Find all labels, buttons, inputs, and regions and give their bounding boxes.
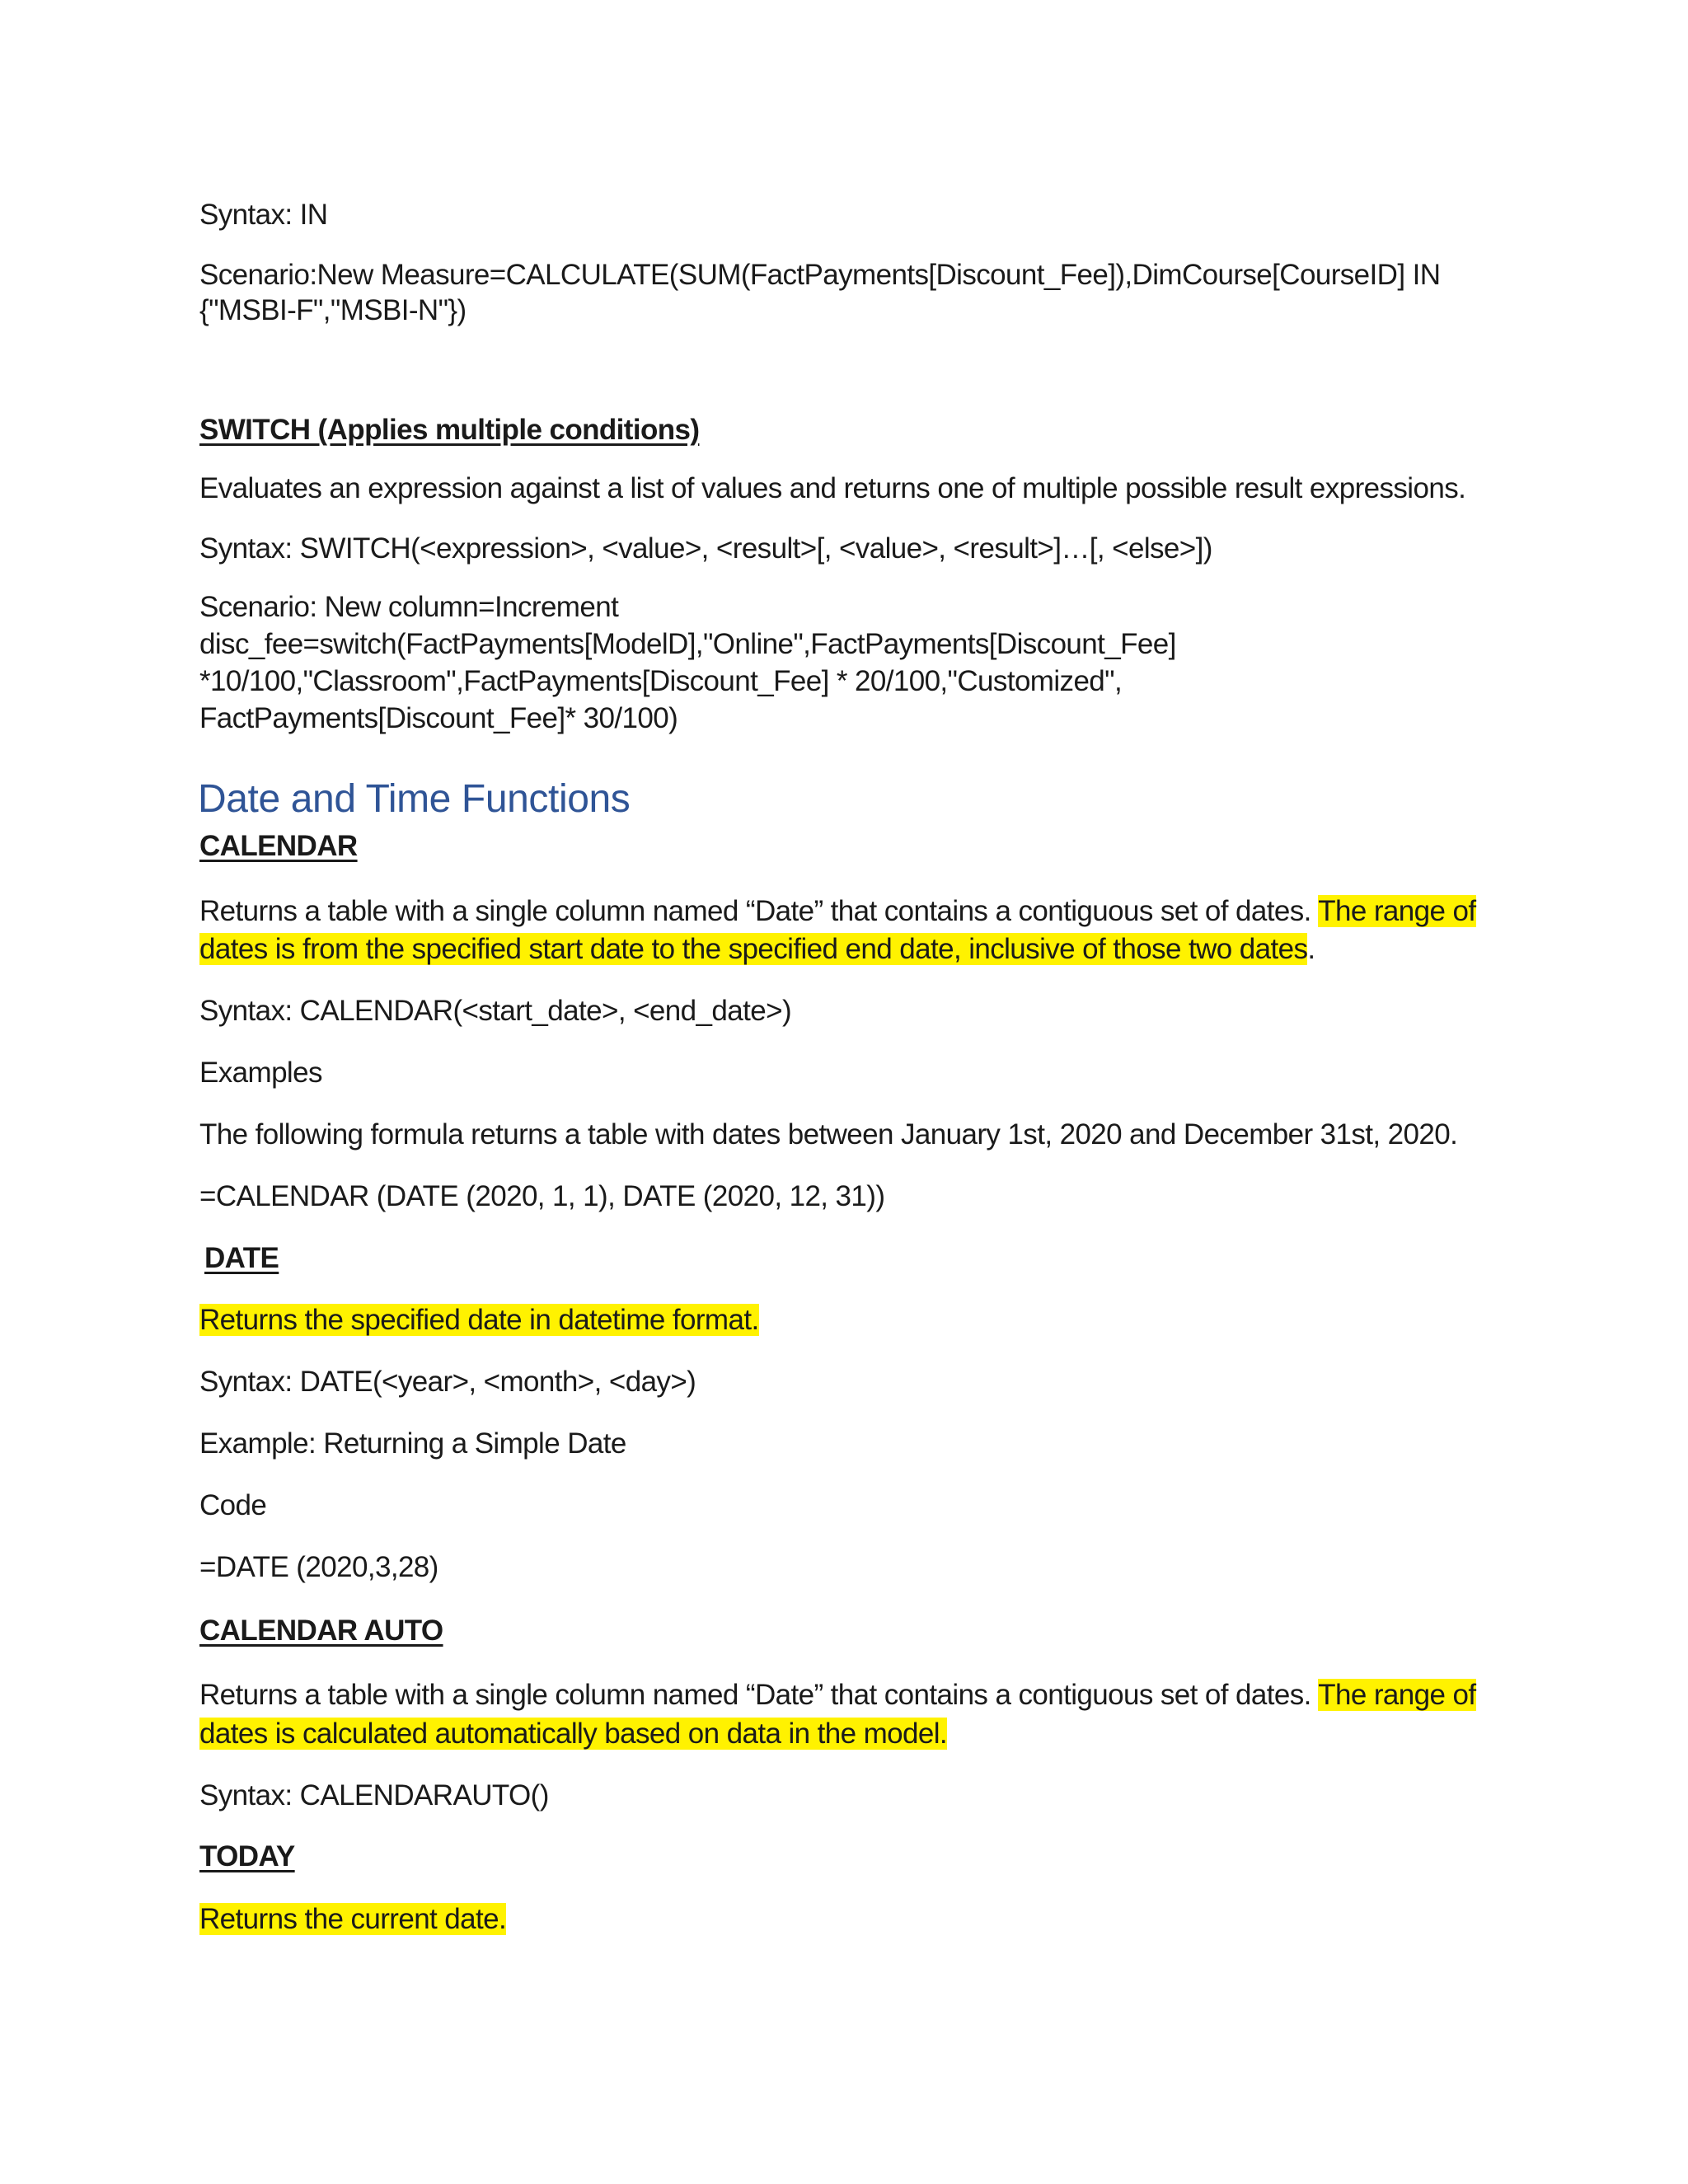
calendar-auto-title: CALENDAR AUTO (199, 1615, 443, 1647)
calendar-title: CALENDAR (199, 830, 358, 862)
calendar-example-formula: =CALENDAR (DATE (2020, 1, 1), DATE (2020, 12, 31)) (199, 1180, 885, 1212)
calendar-description-highlight-2: dates is from the specified start date to the specified end date, inclusive of those two dates (199, 933, 1308, 965)
calendar-auto-description-line-1 (199, 1676, 1476, 1714)
calendar-auto-description-plain: Returns a table with a single column named “Date” that contains a contiguous set of dates. (199, 1679, 1319, 1711)
calendar-description-line-1 (199, 893, 1476, 930)
in-scenario-line-2: {"MSBI-F","MSBI-N"}) (199, 294, 467, 326)
switch-syntax: Syntax: SWITCH(<expression>, <value>, <result>[, <value>, <result>]…[, <else>]) (199, 532, 1212, 565)
today-description-line (199, 1900, 506, 1938)
calendar-syntax: Syntax: CALENDAR(<start_date>, <end_date>) (199, 995, 792, 1027)
date-description-line (199, 1301, 759, 1339)
switch-scenario-line-4: FactPayments[Discount_Fee]* 30/100) (199, 702, 678, 734)
date-time-heading: Date and Time Functions (198, 777, 631, 821)
calendar-examples-label: Examples (199, 1057, 322, 1089)
today-description-highlight: Returns the current date. (199, 1903, 507, 1935)
calendar-description-line-2 (199, 930, 1315, 968)
date-code-label: Code (199, 1489, 267, 1521)
switch-scenario-line-1: Scenario: New column=Increment (199, 591, 619, 623)
calendar-description-end: . (1307, 933, 1315, 965)
calendar-description-highlight-1: The range of (1318, 895, 1476, 927)
switch-description: Evaluates an expression against a list of values and returns one of multiple possible result expressions. (199, 472, 1466, 504)
date-code: =DATE (2020,3,28) (199, 1551, 438, 1583)
date-description-highlight: Returns the specified date in datetime format. (199, 1304, 759, 1336)
switch-title: SWITCH (Applies multiple conditions) (199, 414, 700, 446)
calendar-example-text: The following formula returns a table with dates between January 1st, 2020 and December 31st, 2020. (199, 1118, 1458, 1151)
calendar-auto-syntax: Syntax: CALENDARAUTO() (199, 1779, 549, 1811)
calendar-auto-description-line-2 (199, 1715, 947, 1753)
calendar-auto-description-highlight-2: dates is calculated automatically based on data in the model. (199, 1718, 948, 1750)
date-title: DATE (204, 1242, 279, 1274)
in-syntax: Syntax: IN (199, 199, 328, 231)
in-scenario-line-1: Scenario:New Measure=CALCULATE(SUM(FactPayments[Discount_Fee]),DimCourse[CourseID] IN (199, 259, 1441, 291)
switch-scenario-line-2: disc_fee=switch(FactPayments[ModelD],"Online",FactPayments[Discount_Fee] (199, 628, 1176, 660)
calendar-description-plain: Returns a table with a single column named “Date” that contains a contiguous set of dates. (199, 895, 1319, 927)
today-title: TODAY (199, 1840, 295, 1872)
date-syntax: Syntax: DATE(<year>, <month>, <day>) (199, 1366, 696, 1398)
calendar-auto-description-highlight-1: The range of (1318, 1679, 1476, 1711)
date-example: Example: Returning a Simple Date (199, 1427, 626, 1460)
switch-scenario-line-3: *10/100,"Classroom",FactPayments[Discount_Fee] * 20/100,"Customized", (199, 665, 1123, 697)
